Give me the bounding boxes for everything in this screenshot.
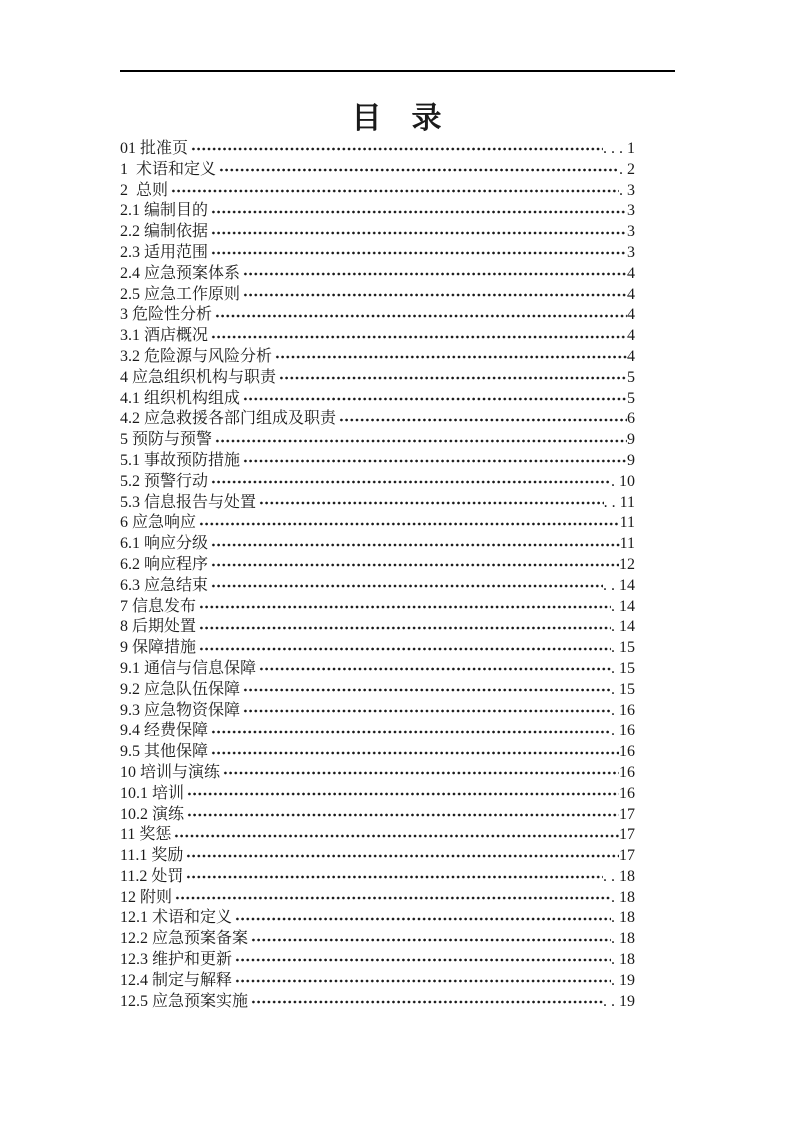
toc-entry — [120, 784, 635, 805]
toc-entry-page: 4 — [627, 285, 635, 303]
dot-leader — [259, 661, 611, 677]
toc-entry-tail: . — [611, 701, 619, 719]
dot-leader — [175, 890, 611, 906]
toc-entry-label: 10.1 培训 — [120, 784, 185, 802]
toc-entry-tail: . . — [603, 576, 619, 594]
toc-entry — [120, 264, 635, 285]
toc-entry-label: 11.2 处罚 — [120, 867, 184, 885]
toc-entry — [120, 513, 635, 534]
toc-entry-tail: . — [611, 930, 619, 948]
toc-entry — [120, 805, 635, 826]
toc-entry — [120, 409, 635, 430]
toc-entry-label: 6.3 应急结束 — [120, 576, 209, 594]
toc-entry — [120, 472, 635, 493]
toc-entry — [120, 617, 635, 638]
toc-entry-page: 4 — [627, 264, 635, 282]
toc-entry — [120, 721, 635, 742]
toc-entry-label: 12.2 应急预案备案 — [120, 930, 249, 948]
toc-entry-label: 6.1 响应分级 — [120, 535, 209, 553]
dot-leader — [191, 141, 603, 157]
toc-entry-page: 18 — [619, 951, 635, 969]
toc-entry — [120, 305, 635, 326]
toc-entry-label: 3 危险性分析 — [120, 306, 213, 324]
toc-entry-page: 5 — [627, 389, 635, 407]
toc-entry-label: 2 总则 — [120, 181, 169, 199]
toc-entry-label: 11.1 奖励 — [120, 847, 184, 865]
toc-entry — [120, 992, 635, 1013]
toc-entry-label: 4.1 组织机构组成 — [120, 389, 241, 407]
dot-leader — [211, 557, 619, 573]
toc-entry-page: 3 — [627, 181, 635, 199]
toc-entry-page: 17 — [619, 847, 635, 865]
toc-entry-label: 10.2 演练 — [120, 805, 185, 823]
toc-entry — [120, 326, 635, 347]
toc-entry-tail: . — [611, 909, 619, 927]
toc-entry-tail: . — [611, 971, 619, 989]
toc-entry — [120, 534, 635, 555]
toc-entry-label: 6 应急响应 — [120, 514, 197, 532]
dot-leader — [339, 412, 627, 428]
toc-entry-page: 16 — [619, 763, 635, 781]
toc-entry-label: 12.3 维护和更新 — [120, 951, 233, 969]
dot-leader — [211, 474, 611, 490]
toc-entry-page: 14 — [619, 597, 635, 615]
toc-entry-tail: . — [611, 722, 619, 740]
toc-entry — [120, 867, 635, 888]
dot-leader — [243, 266, 627, 282]
toc-entry-label: 9.1 通信与信息保障 — [120, 659, 257, 677]
toc-entry-label: 5.1 事故预防措施 — [120, 451, 241, 469]
toc-entry-page: 9 — [627, 431, 635, 449]
toc-entry-tail: . — [611, 618, 619, 636]
toc-entry-label: 11 奖惩 — [120, 826, 172, 844]
toc-entry-label: 7 信息发布 — [120, 597, 197, 615]
toc-entry-page: 3 — [627, 243, 635, 261]
toc-entry-page: 12 — [619, 555, 635, 573]
toc-entry-tail: . — [611, 680, 619, 698]
toc-entry-label: 9.3 应急物资保障 — [120, 701, 241, 719]
toc-entry-page: 14 — [619, 576, 635, 594]
toc-entry-label: 9.2 应急队伍保障 — [120, 680, 241, 698]
page-title: 目 录 — [351, 102, 442, 135]
dot-leader — [279, 370, 627, 386]
dot-leader — [211, 724, 611, 740]
dot-leader — [243, 682, 611, 698]
toc-entry-label: 5.2 预警行动 — [120, 472, 209, 490]
dot-leader — [235, 911, 611, 927]
toc-entry — [120, 597, 635, 618]
toc-entry-label: 3.2 危险源与风险分析 — [120, 347, 273, 365]
dot-leader — [211, 204, 627, 220]
toc-entry-page: 19 — [619, 971, 635, 989]
toc-entry — [120, 971, 635, 992]
toc-entry — [120, 139, 635, 160]
toc-entry — [120, 846, 635, 867]
dot-leader — [199, 516, 620, 532]
toc-entry — [120, 243, 635, 264]
toc-entry — [120, 555, 635, 576]
toc-entry-tail: . — [611, 597, 619, 615]
dot-leader — [211, 245, 627, 261]
toc-entry-page: 15 — [619, 659, 635, 677]
toc-entry — [120, 347, 635, 368]
dot-leader — [235, 952, 611, 968]
toc-entry — [120, 285, 635, 306]
header-rule — [120, 70, 675, 72]
toc-entry-label: 9.5 其他保障 — [120, 743, 209, 761]
toc-entry-page: 15 — [619, 639, 635, 657]
dot-leader — [243, 391, 627, 407]
toc-entry-page: 2 — [627, 160, 635, 178]
toc-entry — [120, 222, 635, 243]
toc-entry-tail: . — [611, 639, 619, 657]
toc-entry-label: 4.2 应急救援各部门组成及职责 — [120, 410, 337, 428]
dot-leader — [215, 433, 627, 449]
dot-leader — [211, 329, 627, 345]
toc-entry-page: 14 — [619, 618, 635, 636]
toc-entry — [120, 389, 635, 410]
dot-leader — [199, 620, 611, 636]
dot-leader — [243, 703, 611, 719]
toc-entry-tail: . — [611, 951, 619, 969]
toc-entry-page: 16 — [619, 743, 635, 761]
toc-entry-page: 9 — [627, 451, 635, 469]
toc-entry — [120, 825, 635, 846]
toc-entry-page: 11 — [619, 493, 635, 511]
dot-leader — [174, 828, 619, 844]
toc-entry-label: 6.2 响应程序 — [120, 555, 209, 573]
toc-entry-page: 17 — [619, 805, 635, 823]
toc-entry-tail: . . — [603, 992, 619, 1010]
toc-entry — [120, 701, 635, 722]
toc-entry — [120, 763, 635, 784]
toc-entry-tail: . . — [603, 493, 620, 511]
toc-entry — [120, 659, 635, 680]
toc-entry-label: 2.1 编制目的 — [120, 202, 209, 220]
toc-entry-tail: . — [611, 659, 619, 677]
toc-entry-label: 2.4 应急预案体系 — [120, 264, 241, 282]
dot-leader — [186, 869, 603, 885]
dot-leader — [211, 745, 619, 761]
toc-entry — [120, 950, 635, 971]
toc-entry — [120, 888, 635, 909]
toc-entry — [120, 576, 635, 597]
dot-leader — [251, 932, 611, 948]
toc-entry-tail: . — [619, 181, 627, 199]
dot-leader — [251, 994, 603, 1010]
toc-entry-label: 9.4 经费保障 — [120, 722, 209, 740]
dot-leader — [186, 848, 619, 864]
toc-entry — [120, 638, 635, 659]
toc-entry-label: 01 批准页 — [120, 140, 189, 157]
toc-entry-page: 16 — [619, 701, 635, 719]
toc-entry — [120, 160, 635, 181]
dot-leader — [211, 578, 603, 594]
toc-entry-page: 18 — [619, 888, 635, 906]
toc-entry-tail: . — [619, 160, 627, 178]
dot-leader — [211, 225, 627, 241]
toc-entry-tail: . — [611, 888, 619, 906]
toc-entry-page: 11 — [619, 514, 635, 532]
toc-entry — [120, 181, 635, 202]
toc-entry — [120, 493, 635, 514]
toc-entry-label: 12.5 应急预案实施 — [120, 992, 249, 1010]
toc-entry-page: 6 — [627, 410, 635, 428]
toc-entry — [120, 680, 635, 701]
toc-entry-label: 9 保障措施 — [120, 639, 197, 657]
toc-entry-tail: . — [611, 472, 619, 490]
toc-entry-page: 17 — [619, 826, 635, 844]
toc-entry-page: 19 — [619, 992, 635, 1010]
toc-entry-label: 12.4 制定与解释 — [120, 971, 233, 989]
toc-entry — [120, 929, 635, 950]
toc-entry-page: 16 — [619, 784, 635, 802]
dot-leader — [211, 537, 620, 553]
toc-entry-page: 1 — [627, 140, 635, 157]
dot-leader — [259, 495, 604, 511]
toc-entry-label: 2.3 适用范围 — [120, 243, 209, 261]
toc-entry-page: 4 — [627, 306, 635, 324]
dot-leader — [171, 183, 619, 199]
toc-entry-page: 16 — [619, 722, 635, 740]
toc-entry — [120, 430, 635, 451]
toc-entry-page: 4 — [627, 347, 635, 365]
toc-entry-tail: . . — [603, 867, 619, 885]
dot-leader — [199, 599, 611, 615]
toc-entry-label: 8 后期处置 — [120, 618, 197, 636]
toc-entry-page: 18 — [619, 909, 635, 927]
toc-entry-page: 5 — [627, 368, 635, 386]
toc-entry-label: 12 附则 — [120, 888, 173, 906]
toc-entry-page: 11 — [619, 535, 635, 553]
toc-entry-label: 4 应急组织机构与职责 — [120, 368, 277, 386]
dot-leader — [275, 349, 627, 365]
toc-entry — [120, 451, 635, 472]
toc-entry-page: 4 — [627, 327, 635, 345]
dot-leader — [187, 807, 619, 823]
toc-entry-label: 3.1 酒店概况 — [120, 327, 209, 345]
toc-entry-page: 18 — [619, 930, 635, 948]
toc-entry-page: 3 — [627, 223, 635, 241]
toc-entry — [120, 368, 635, 389]
dot-leader — [235, 973, 611, 989]
toc-entry — [120, 908, 635, 929]
toc-entry-page: 10 — [619, 472, 635, 490]
toc-entry — [120, 742, 635, 763]
toc-entry — [120, 201, 635, 222]
toc-entry-label: 2.2 编制依据 — [120, 223, 209, 241]
toc-entry-label: 10 培训与演练 — [120, 763, 221, 781]
toc-entry-page: 18 — [619, 867, 635, 885]
toc-entry-page: 3 — [627, 202, 635, 220]
dot-leader — [219, 162, 619, 178]
dot-leader — [187, 786, 619, 802]
toc-entry-label: 5.3 信息报告与处置 — [120, 493, 257, 511]
toc-entry-label: 1 术语和定义 — [120, 160, 217, 178]
dot-leader — [243, 453, 627, 469]
dot-leader — [243, 287, 627, 303]
dot-leader — [223, 765, 619, 781]
toc-entry-label: 5 预防与预警 — [120, 431, 213, 449]
toc-list — [120, 139, 635, 1012]
toc-entry-page: 15 — [619, 680, 635, 698]
dot-leader — [215, 308, 627, 324]
toc-entry-label: 2.5 应急工作原则 — [120, 285, 241, 303]
toc-entry-tail: . . . — [603, 140, 627, 157]
dot-leader — [199, 641, 611, 657]
toc-entry-label: 12.1 术语和定义 — [120, 909, 233, 927]
